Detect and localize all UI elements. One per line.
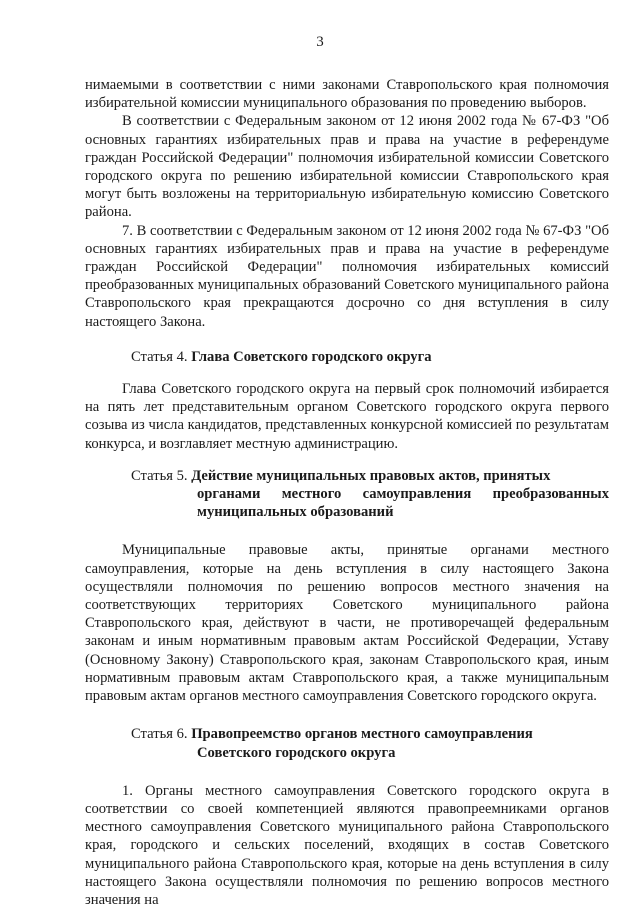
article-6-title: Правопреемство органов местного самоуправления [191, 726, 533, 743]
article-4-title: Глава Советского городского округа [191, 348, 432, 365]
paragraph-67fz-territorial: В соответствии с Федеральным законом от 12 июня 2002 года № 67-ФЗ "Об основных гарантиях избирательных прав и права на участие в референдуме граждан Российской Федерации" полномочия избирательной комиссии Советского городского округа по решению избирательной комиссии Ставропольского края могут быть возложены на территориальную избирательную комиссию Советского района. [85, 113, 609, 221]
article-5-title: Действие муниципальных правовых актов, принятых [191, 467, 551, 484]
paragraph-article-5: Муниципальные правовые акты, принятые органами местного самоуправления, которые на день вступления в силу настоящего Закона осуществляли полномочия по решению вопросов местного значения на соответствующих территориях Советского муниципального района Ставропольского края, действуют в части, не противоречащей федеральным законам и иным нормативным правовым актам Российской Федерации, Уставу (Основному Закону) Ставропольского края, законам Ставропольского края, иным нормативным правовым актам Ставропольского края, а также муниципальным правовым актам органов местного самоуправления Советского городского округа. [85, 542, 609, 705]
paragraph-7: 7. В соответствии с Федеральным законом от 12 июня 2002 года № 67-ФЗ "Об основных гарантиях избирательных прав и права на участие в референдуме граждан Российской Федерации" полномочия избирательных комиссий преобразованных муниципальных образований Советского муниципального района Ставропольского края прекращаются досрочно со дня вступления в силу настоящего Закона. [85, 222, 609, 330]
article-5-heading [85, 467, 609, 522]
document-body [85, 76, 609, 909]
paragraph-continuation: нимаемыми в соответствии с ними законами Ставропольского края полномочия избирательной комиссии муниципального образования по проведению выборов. [85, 77, 609, 112]
article-6-title-continued: Советского городского округа [197, 744, 396, 761]
article-4-heading [85, 348, 609, 366]
article-4-number: Статья 4. [131, 348, 188, 365]
page-number: 3 [316, 34, 324, 50]
article-6-heading [85, 725, 609, 761]
paragraph-article-4: Глава Советского городского округа на первый срок полномочий избирается на пять лет представительным органом Советского городского округа первого созыва из числа кандидатов, представленных конкурсной комиссией по результатам конкурса, и возглавляет местную администрацию. [85, 381, 609, 452]
article-6-number: Статья 6. [131, 726, 188, 743]
paragraph-article-6-item-1: 1. Органы местного самоуправления Советского городского округа в соответствии со своей компетенцией являются правопреемниками органов местного самоуправления Советского муниципального района Ставропольского края, городского и сельских поселений, входящих в состав Советского муниципального района Ставропольского края, которые на день вступления в силу настоящего Закона осуществляли полномочия по решению вопросов местного значения на [85, 782, 609, 908]
article-5-title-continued: органами местного самоуправления преобразованных муниципальных образований [197, 486, 609, 521]
article-5-number: Статья 5. [131, 467, 188, 484]
